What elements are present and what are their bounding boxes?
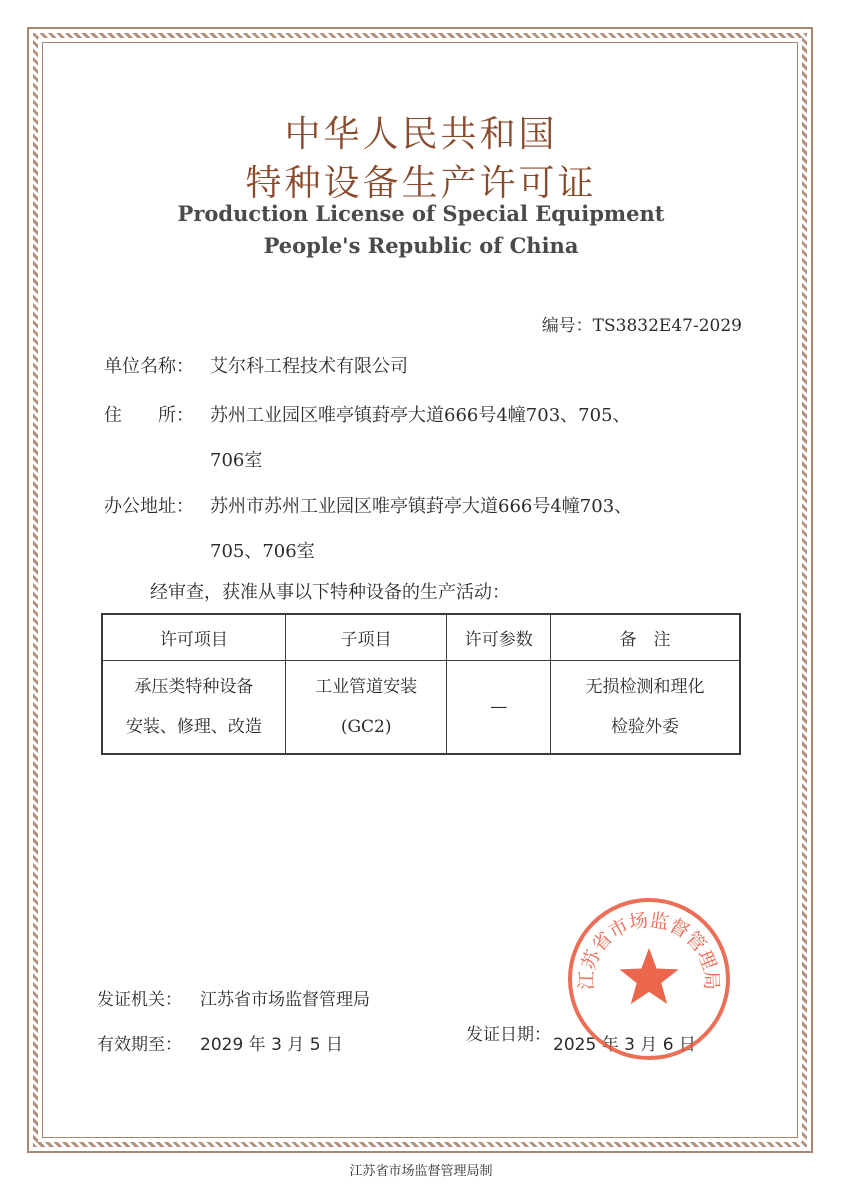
address-line1: 苏州工业园区唯亭镇葑亭大道666号4幢703、705、 [210, 405, 631, 426]
table-header-row [102, 614, 740, 661]
table-row [102, 661, 740, 755]
cell-license-item [102, 661, 285, 755]
title-cn-line1: 中华人民共和国 [284, 114, 558, 155]
office-address-line2: 705、706室 [210, 541, 315, 562]
issue-date-value: 2025 年 3 月 6 日 [553, 1035, 696, 1055]
address-line2: 706室 [210, 450, 263, 471]
official-seal-stamp [566, 896, 732, 1062]
office-address-label: 办公地址： [104, 496, 194, 517]
seal-text-path: 江苏省市场监督管理局 [575, 909, 723, 991]
certificate-number: 编号：TS3832E47-2029 [541, 316, 742, 336]
title-en-line1: Production License of Special Equipment [177, 201, 665, 226]
issuer-footer: 江苏省市场监督管理局制 [349, 1164, 493, 1179]
issuer-label: 发证机关： [97, 990, 182, 1010]
valid-until-value: 2029 年 3 月 5 日 [200, 1035, 343, 1055]
holder-name-label: 单位名称： [104, 356, 194, 377]
star-icon [620, 948, 679, 1004]
cell-remarks-line2: 检验外委 [611, 717, 680, 737]
cell-license-item-line1: 承压类特种设备 [134, 677, 254, 697]
office-address-line1: 苏州市苏州工业园区唯亭镇葑亭大道666号4幢703、 [210, 496, 633, 517]
header-license-param: 许可参数 [447, 614, 551, 661]
issuer-value: 江苏省市场监督管理局 [200, 990, 370, 1010]
cell-sub-item-line2: (GC2) [340, 717, 392, 737]
address-label: 住 所： [104, 405, 194, 426]
issue-date-label: 发证日期： [466, 1025, 551, 1045]
license-table [101, 613, 741, 755]
header-license-item: 许可项目 [102, 614, 285, 661]
header-sub-item: 子项目 [285, 614, 447, 661]
header-remarks: 备 注 [551, 614, 740, 661]
cell-remarks-line1: 无损检测和理化 [585, 677, 705, 697]
holder-name-value: 艾尔科工程技术有限公司 [210, 356, 408, 377]
approval-intro: 经审查，获准从事以下特种设备的生产活动： [150, 582, 510, 603]
title-en-line2: People's Republic of China [263, 233, 579, 258]
valid-until-label: 有效期至： [97, 1035, 182, 1055]
cell-sub-item [285, 661, 447, 755]
cell-sub-item-line1: 工业管道安装 [315, 677, 418, 697]
cell-license-item-line2: 安装、修理、改造 [125, 717, 262, 737]
cell-license-param: — [447, 661, 551, 755]
cell-remarks [551, 661, 740, 755]
title-cn-line2: 特种设备生产许可证 [245, 163, 597, 204]
